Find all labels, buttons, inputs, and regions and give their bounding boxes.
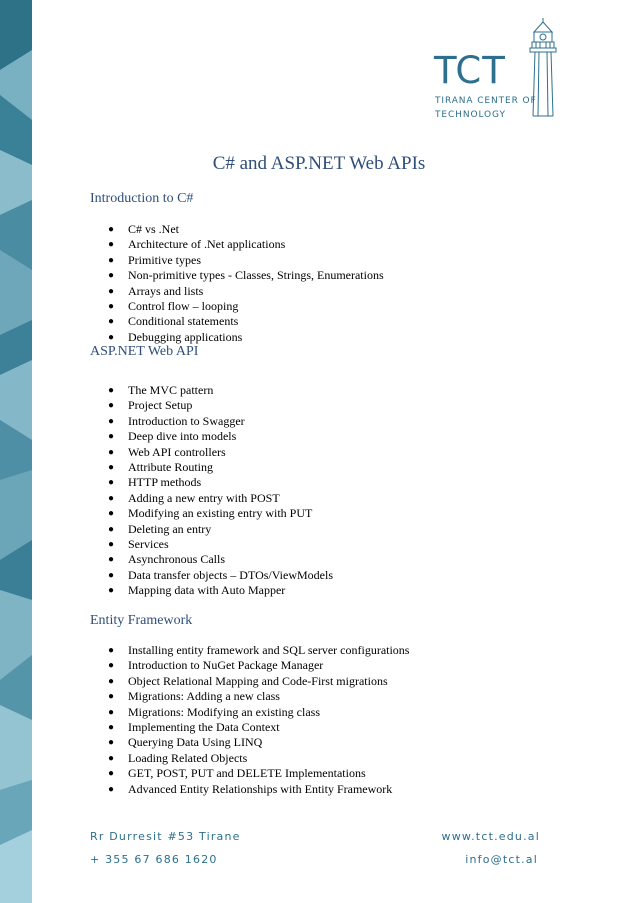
- bullet-icon: ●: [108, 492, 115, 504]
- bullet-icon: ●: [108, 254, 115, 266]
- list-item: ● Deleting an entry: [108, 521, 212, 536]
- list-item: ● Non-primitive types - Classes, Strings, Enumerations: [108, 268, 384, 283]
- list-item: ● Primitive types: [108, 252, 201, 267]
- list-item: ● Migrations: Adding a new class: [108, 689, 280, 704]
- bullet-icon: ●: [108, 331, 115, 343]
- bullet-icon: ●: [108, 691, 115, 703]
- logo-tagline-line2: TECHNOLOGY: [435, 110, 506, 120]
- list-item: ● Attribute Routing: [108, 459, 213, 474]
- list-item: ● Implementing the Data Context: [108, 719, 280, 734]
- list-item: ● Mapping data with Auto Mapper: [108, 583, 286, 598]
- bullet-icon: ●: [108, 224, 115, 235]
- list-item: ● Arrays and lists: [108, 283, 204, 298]
- bullet-icon: ●: [108, 783, 115, 795]
- tct-logo: [430, 18, 560, 128]
- list-item: ● Loading Related Objects: [108, 750, 248, 765]
- footer-phone: + 355 67 686 1620: [90, 853, 218, 866]
- bullet-icon: ●: [108, 316, 115, 328]
- list-item: ● Deep dive into models: [108, 429, 237, 444]
- bullet-icon: ●: [108, 569, 115, 581]
- topic-list-entity-framework: [0, 643, 409, 797]
- footer-website-link[interactable]: www.tct.edu.al: [441, 830, 540, 843]
- list-item: ● Web API controllers: [108, 444, 226, 459]
- bullet-icon: ●: [108, 461, 115, 473]
- section-heading-aspnet-web-api: ASP.NET Web API: [90, 344, 199, 359]
- clock-tower-icon: [528, 18, 558, 118]
- bullet-icon: ●: [108, 660, 115, 672]
- bullet-icon: ●: [108, 523, 115, 535]
- bullet-icon: ●: [108, 239, 115, 251]
- bullet-icon: ●: [108, 675, 115, 687]
- logo-tagline-line1: TIRANA CENTER OF: [435, 96, 537, 106]
- list-item: ● Architecture of .Net applications: [108, 237, 286, 252]
- bullet-icon: ●: [108, 300, 115, 312]
- list-item: ● Adding a new entry with POST: [108, 490, 280, 505]
- bullet-icon: ●: [108, 721, 115, 733]
- bullet-icon: ●: [108, 415, 115, 427]
- list-item: ● Introduction to NuGet Package Manager: [108, 658, 324, 673]
- bullet-icon: ●: [108, 477, 115, 489]
- bullet-icon: ●: [108, 752, 115, 764]
- bullet-icon: ●: [108, 285, 115, 297]
- bullet-icon: ●: [108, 431, 115, 443]
- list-item: ● Asynchronous Calls: [108, 552, 225, 567]
- bullet-icon: ●: [108, 446, 115, 458]
- section-heading-intro-csharp: Introduction to C#: [90, 191, 194, 206]
- list-item: ● Services: [108, 536, 169, 551]
- bullet-icon: ●: [108, 538, 115, 550]
- list-item: ● Object Relational Mapping and Code-First migrations: [108, 673, 388, 688]
- list-item: ● Advanced Entity Relationships with Entity Framework: [108, 781, 393, 796]
- list-item: ● Control flow – looping: [108, 298, 239, 313]
- topic-list-aspnet-web-api: [0, 383, 333, 598]
- bullet-icon: ●: [108, 554, 115, 566]
- list-item: ● Conditional statements: [108, 314, 239, 329]
- list-item: ● GET, POST, PUT and DELETE Implementations: [108, 766, 366, 781]
- bullet-icon: ●: [108, 768, 115, 780]
- page-title: C# and ASP.NET Web APIs: [212, 153, 426, 174]
- list-item: ● Data transfer objects – DTOs/ViewModels: [108, 567, 334, 582]
- section-heading-entity-framework: Entity Framework: [90, 613, 193, 628]
- list-item: ● HTTP methods: [108, 475, 202, 490]
- footer-email-link[interactable]: info@tct.al: [465, 853, 538, 866]
- bullet-icon: ●: [108, 400, 115, 412]
- list-item: ● Debugging applications: [108, 329, 243, 344]
- list-item: ● Querying Data Using LINQ: [108, 735, 263, 750]
- topic-list-intro-csharp: [0, 222, 384, 345]
- bullet-icon: ●: [108, 737, 115, 749]
- bullet-icon: ●: [108, 270, 115, 282]
- list-item: ● Modifying an existing entry with PUT: [108, 506, 313, 521]
- list-item: ● The MVC pattern: [108, 383, 214, 397]
- list-item: ● Migrations: Modifying an existing class: [108, 704, 320, 719]
- bullet-icon: ●: [108, 645, 115, 656]
- bullet-icon: ●: [108, 385, 115, 396]
- bullet-icon: ●: [108, 706, 115, 718]
- bullet-icon: ●: [108, 508, 115, 520]
- list-item: ● C# vs .Net: [108, 222, 179, 236]
- footer-address: Rr Durresit #53 Tirane: [90, 830, 241, 843]
- list-item: ● Installing entity framework and SQL server configurations: [108, 643, 410, 657]
- list-item: ● Introduction to Swagger: [108, 413, 245, 428]
- logo-brand-text: TCT: [434, 49, 506, 92]
- bullet-icon: ●: [108, 585, 115, 597]
- list-item: ● Project Setup: [108, 398, 193, 413]
